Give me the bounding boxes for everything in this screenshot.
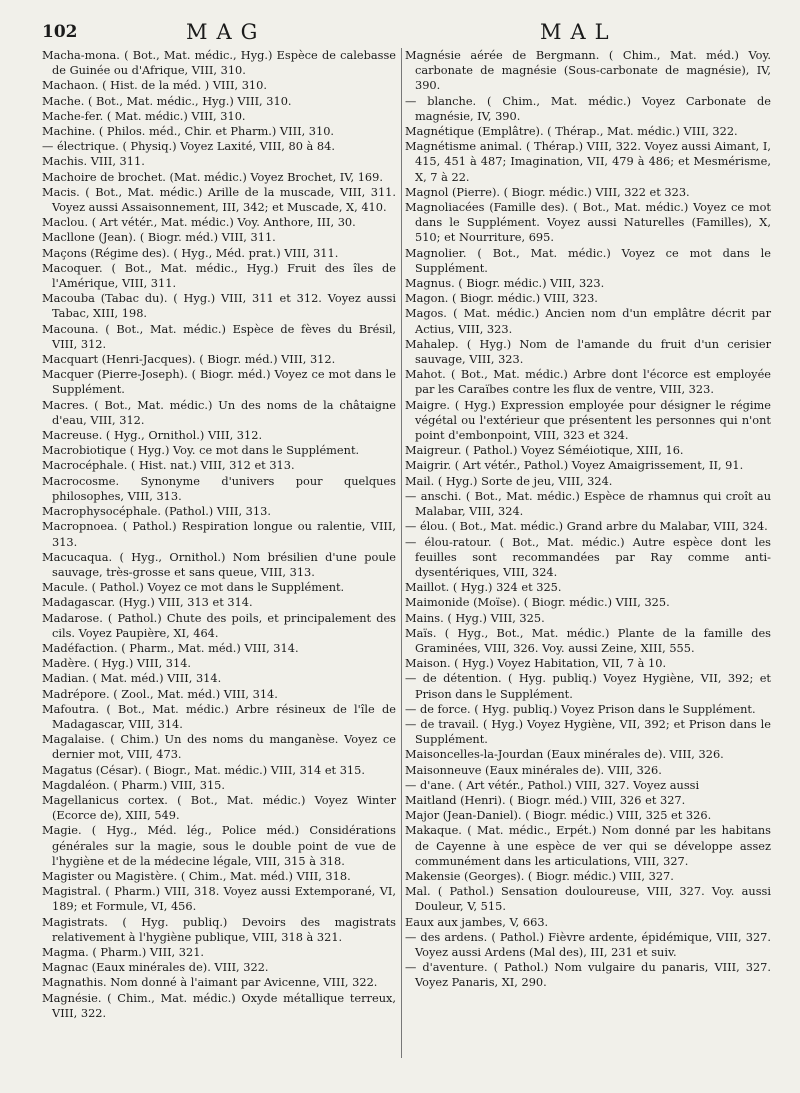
- index-entry: Maçons (Régime des). ( Hyg., Méd. prat.) VIII, 311.: [42, 245, 339, 260]
- index-entry: Magon. ( Biogr. médic.) VIII, 323.: [405, 291, 598, 306]
- index-entry: Macrophysocéphale. (Pathol.) VIII, 313.: [42, 504, 271, 519]
- index-entry: — d'aventure. ( Pathol.) Nom vulgaire du panaris, VIII, 327. Voyez Panaris, XI, 290.: [405, 960, 771, 990]
- index-entry: — anschi. ( Bot., Mat. médic.) Espèce de rhamnus qui croît au Malabar, VIII, 324.: [405, 488, 771, 519]
- index-entry: Eaux aux jambes, V, 663.: [405, 914, 549, 929]
- index-entry: Macres. ( Bot., Mat. médic.) Un des noms de la châtaigne d'eau, VIII, 312.: [42, 397, 396, 427]
- column-divider: [401, 48, 402, 1058]
- index-entry: Magnolier. ( Bot., Mat. médic.) Voyez ce mot dans le Supplément.: [405, 245, 771, 275]
- index-entry: Macrobiotique ( Hyg.) Voy. ce mot dans le Supplément.: [42, 443, 360, 458]
- index-entry: Maisoncelles-la-Jourdan (Eaux minérales de). VIII, 326.: [405, 747, 724, 762]
- page-number: 102: [42, 22, 78, 42]
- index-entry: Macquart (Henri-Jacques). ( Biogr. méd.) VIII, 312.: [42, 352, 336, 367]
- index-entry: Macreuse. ( Hyg., Ornithol.) VIII, 312.: [42, 428, 263, 443]
- index-entry: Magnoliacées (Famille des). ( Bot., Mat. médic.) Voyez ce mot dans le Supplément. Voyez aussi Naturelles (Familles), X, 510; et Nourriture, 695.: [405, 200, 771, 245]
- index-entry: — de travail. ( Hyg.) Voyez Hygiène, VII, 392; et Prison dans le Supplément.: [405, 716, 771, 747]
- index-entry: Maillot. ( Hyg.) 324 et 325.: [405, 580, 562, 595]
- index-entry: Macouna. ( Bot., Mat. médic.) Espèce de fèves du Brésil, VIII, 312.: [42, 321, 396, 351]
- right-column: [405, 48, 771, 1021]
- index-entry: Magos. ( Mat. médic.) Ancien nom d'un emplâtre décrit par Actius, VIII, 323.: [405, 306, 771, 336]
- index-entry: Maison. ( Hyg.) Voyez Habitation, VII, 7 à 10.: [405, 656, 667, 671]
- two-column-body: [42, 48, 778, 1021]
- index-entry: Magnac (Eaux minérales de). VIII, 322.: [42, 960, 269, 975]
- index-entry: Magnathis. Nom donné à l'aimant par Avicenne, VIII, 322.: [42, 975, 378, 990]
- index-entry: Magellanicus cortex. ( Bot., Mat. médic.) Voyez Winter (Ecorce de), XIII, 549.: [42, 792, 396, 823]
- index-entry: — électrique. ( Physiq.) Voyez Laxité, VIII, 80 à 84.: [42, 139, 335, 154]
- index-entry: Mafoutra. ( Bot., Mat. médic.) Arbre résineux de l'île de Madagascar, VIII, 314.: [42, 701, 396, 731]
- index-entry: Makaque. ( Mat. médic., Erpét.) Nom donné par les habitans de Cayenne à une espèce de ver qui se développe assez communément dans les articulations, VIII, 327.: [405, 823, 771, 868]
- index-entry: Magister ou Magistère. ( Chim., Mat. méd.) VIII, 318.: [42, 868, 351, 883]
- right-running-head: MAL: [540, 20, 618, 44]
- index-entry: Mahalep. ( Hyg.) Nom de l'amande du fruit d'un cerisier sauvage, VIII, 323.: [405, 336, 771, 367]
- index-entry: Macrocosme. Synonyme d'univers pour quelques philosophes, VIII, 313.: [42, 473, 396, 503]
- index-entry: Machis. VIII, 311.: [42, 154, 145, 169]
- index-entry: Macllone (Jean). ( Biogr. méd.) VIII, 311.: [42, 230, 276, 245]
- index-entry: Magalaise. ( Chim.) Un des noms du manganèse. Voyez ce dernier mot, VIII, 473.: [42, 732, 396, 762]
- index-entry: Madarose. ( Pathol.) Chute des poils, et principalement des cils. Voyez Paupière, XI, 464.: [42, 610, 396, 640]
- index-entry: Madian. ( Mat. méd.) VIII, 314.: [42, 671, 222, 686]
- index-entry: Macoquer. ( Bot., Mat. médic., Hyg.) Fruit des îles de l'Amérique, VIII, 311.: [42, 260, 396, 291]
- index-entry: Maigrir. ( Art vétér., Pathol.) Voyez Amaigrissement, II, 91.: [405, 458, 744, 473]
- index-entry: Macrocéphale. ( Hist. nat.) VIII, 312 et 313.: [42, 458, 295, 473]
- index-entry: Mail. ( Hyg.) Sorte de jeu, VIII, 324.: [405, 473, 613, 488]
- left-running-head: MAG: [186, 20, 267, 44]
- index-entry: Macha-mona. ( Bot., Mat. médic., Hyg.) Espèce de calebasse de Guinée ou d'Afrique, VIII, 310.: [42, 48, 396, 78]
- index-entry: Maigreur. ( Pathol.) Voyez Séméiotique, XIII, 16.: [405, 443, 684, 458]
- index-entry: Magnésie aérée de Bergmann. ( Chim., Mat. méd.) Voy. carbonate de magnésie (Sous-carbonate de magnésie), IV, 390.: [405, 48, 771, 93]
- index-entry: Machine. ( Philos. méd., Chir. et Pharm.) VIII, 310.: [42, 124, 335, 139]
- index-entry: Magnésie. ( Chim., Mat. médic.) Oxyde métallique terreux, VIII, 322.: [42, 990, 396, 1020]
- index-entry: Mal. ( Pathol.) Sensation douloureuse, VIII, 327. Voy. aussi Douleur, V, 515.: [405, 884, 771, 914]
- index-entry: Madère. ( Hyg.) VIII, 314.: [42, 656, 192, 671]
- index-entry: Magnol (Pierre). ( Biogr. médic.) VIII, 322 et 323.: [405, 184, 690, 199]
- index-entry: Maimonide (Moïse). ( Biogr. médic.) VIII, 325.: [405, 595, 670, 610]
- index-entry: Magnétique (Emplâtre). ( Thérap., Mat. médic.) VIII, 322.: [405, 124, 738, 139]
- index-entry: — de détention. ( Hyg. publiq.) Voyez Hygiène, VII, 392; et Prison dans le Supplément.: [405, 671, 771, 701]
- left-column: [42, 48, 396, 1021]
- page-header: [42, 22, 778, 48]
- index-entry: Magistrats. ( Hyg. publiq.) Devoirs des magistrats relativement à l'hygiène publique, VIII, 318 à 321.: [42, 914, 396, 944]
- index-entry: Maïs. ( Hyg., Bot., Mat. médic.) Plante de la famille des Graminées, VIII, 326. Voy. aussi Zeine, XIII, 555.: [405, 625, 771, 655]
- index-entry: Magdaléon. ( Pharm.) VIII, 315.: [42, 777, 226, 792]
- index-entry: Machoire de brochet. (Mat. médic.) Voyez Brochet, IV, 169.: [42, 169, 383, 184]
- index-entry: Major (Jean-Daniel). ( Biogr. médic.) VIII, 325 et 326.: [405, 808, 712, 823]
- index-entry: — élou-ratour. ( Bot., Mat. médic.) Autre espèce dont les feuilles sont recommandées par Ray comme anti-dysentériques, VIII, 324.: [405, 534, 771, 579]
- index-entry: Magistral. ( Pharm.) VIII, 318. Voyez aussi Extemporané, VI, 189; et Formule, VI, 456.: [42, 884, 396, 914]
- index-entry: Macropnoea. ( Pathol.) Respiration longue ou ralentie, VIII, 313.: [42, 519, 396, 549]
- index-entry: Madrépore. ( Zool., Mat. méd.) VIII, 314.: [42, 686, 278, 701]
- index-entry: Magnétisme animal. ( Thérap.) VIII, 322. Voyez aussi Aimant, I, 415, 451 à 487; Imagination, VII, 479 à 486; et Mesmérisme, X, 7 à 22.: [405, 139, 771, 184]
- index-entry: Maisonneuve (Eaux minérales de). VIII, 326.: [405, 762, 662, 777]
- index-entry: Macule. ( Pathol.) Voyez ce mot dans le Supplément.: [42, 580, 345, 595]
- index-entry: — élou. ( Bot., Mat. médic.) Grand arbre du Malabar, VIII, 324.: [405, 519, 768, 534]
- index-entry: Magatus (César). ( Biogr., Mat. médic.) VIII, 314 et 315.: [42, 762, 365, 777]
- index-entry: Macquer (Pierre-Joseph). ( Biogr. méd.) Voyez ce mot dans le Supplément.: [42, 367, 396, 397]
- index-entry: Madagascar. (Hyg.) VIII, 313 et 314.: [42, 595, 253, 610]
- index-entry: Magnus. ( Biogr. médic.) VIII, 323.: [405, 276, 605, 291]
- index-entry: — de force. ( Hyg. publiq.) Voyez Prison dans le Supplément.: [405, 701, 756, 716]
- index-entry: Macucaqua. ( Hyg., Ornithol.) Nom brésilien d'une poule sauvage, très-grosse et sans queue, VIII, 313.: [42, 549, 396, 579]
- index-entry: Magie. ( Hyg., Méd. lég., Police méd.) Considérations générales sur la magie, sous le double point de vue de l'hygiène et de la médecine légale, VIII, 315 à 318.: [42, 823, 396, 868]
- index-entry: Mains. ( Hyg.) VIII, 325.: [405, 610, 545, 625]
- index-entry: Maitland (Henri). ( Biogr. méd.) VIII, 326 et 327.: [405, 792, 686, 807]
- index-entry: Maclou. ( Art vétér., Mat. médic.) Voy. Anthore, III, 30.: [42, 215, 356, 230]
- index-entry: Magma. ( Pharm.) VIII, 321.: [42, 944, 205, 959]
- index-entry: Madéfaction. ( Pharm., Mat. méd.) VIII, 314.: [42, 640, 299, 655]
- index-entry: Macouba (Tabac du). ( Hyg.) VIII, 311 et 312. Voyez aussi Tabac, XIII, 198.: [42, 291, 396, 321]
- index-entry: — blanche. ( Chim., Mat. médic.) Voyez Carbonate de magnésie, IV, 390.: [405, 93, 771, 123]
- index-entry: Maigre. ( Hyg.) Expression employée pour désigner le régime végétal ou l'extérieur que présentent les personnes qui n'ont point d'embonpoint, VIII, 323 et 324.: [405, 397, 771, 443]
- index-entry: — des ardens. ( Pathol.) Fièvre ardente, épidémique, VIII, 327. Voyez aussi Ardens (Mal des), III, 231 et suiv.: [405, 929, 771, 959]
- index-entry: Mache-fer. ( Mat. médic.) VIII, 310.: [42, 108, 246, 123]
- index-entry: Mache. ( Bot., Mat. médic., Hyg.) VIII, 310.: [42, 93, 292, 108]
- index-entry: — d'ane. ( Art vétér., Pathol.) VIII, 327. Voyez aussi: [405, 777, 700, 792]
- index-entry: Makensie (Georges). ( Biogr. médic.) VIII, 327.: [405, 868, 674, 883]
- index-entry: Machaon. ( Hist. de la méd. ) VIII, 310.: [42, 78, 267, 93]
- index-entry: Mahot. ( Bot., Mat. médic.) Arbre dont l'écorce est employée par les Caraïbes contre les flux de ventre, VIII, 323.: [405, 367, 771, 397]
- index-entry: Macis. ( Bot., Mat. médic.) Arille de la muscade, VIII, 311. Voyez aussi Assaisonnement, III, 342; et Muscade, X, 410.: [42, 184, 396, 215]
